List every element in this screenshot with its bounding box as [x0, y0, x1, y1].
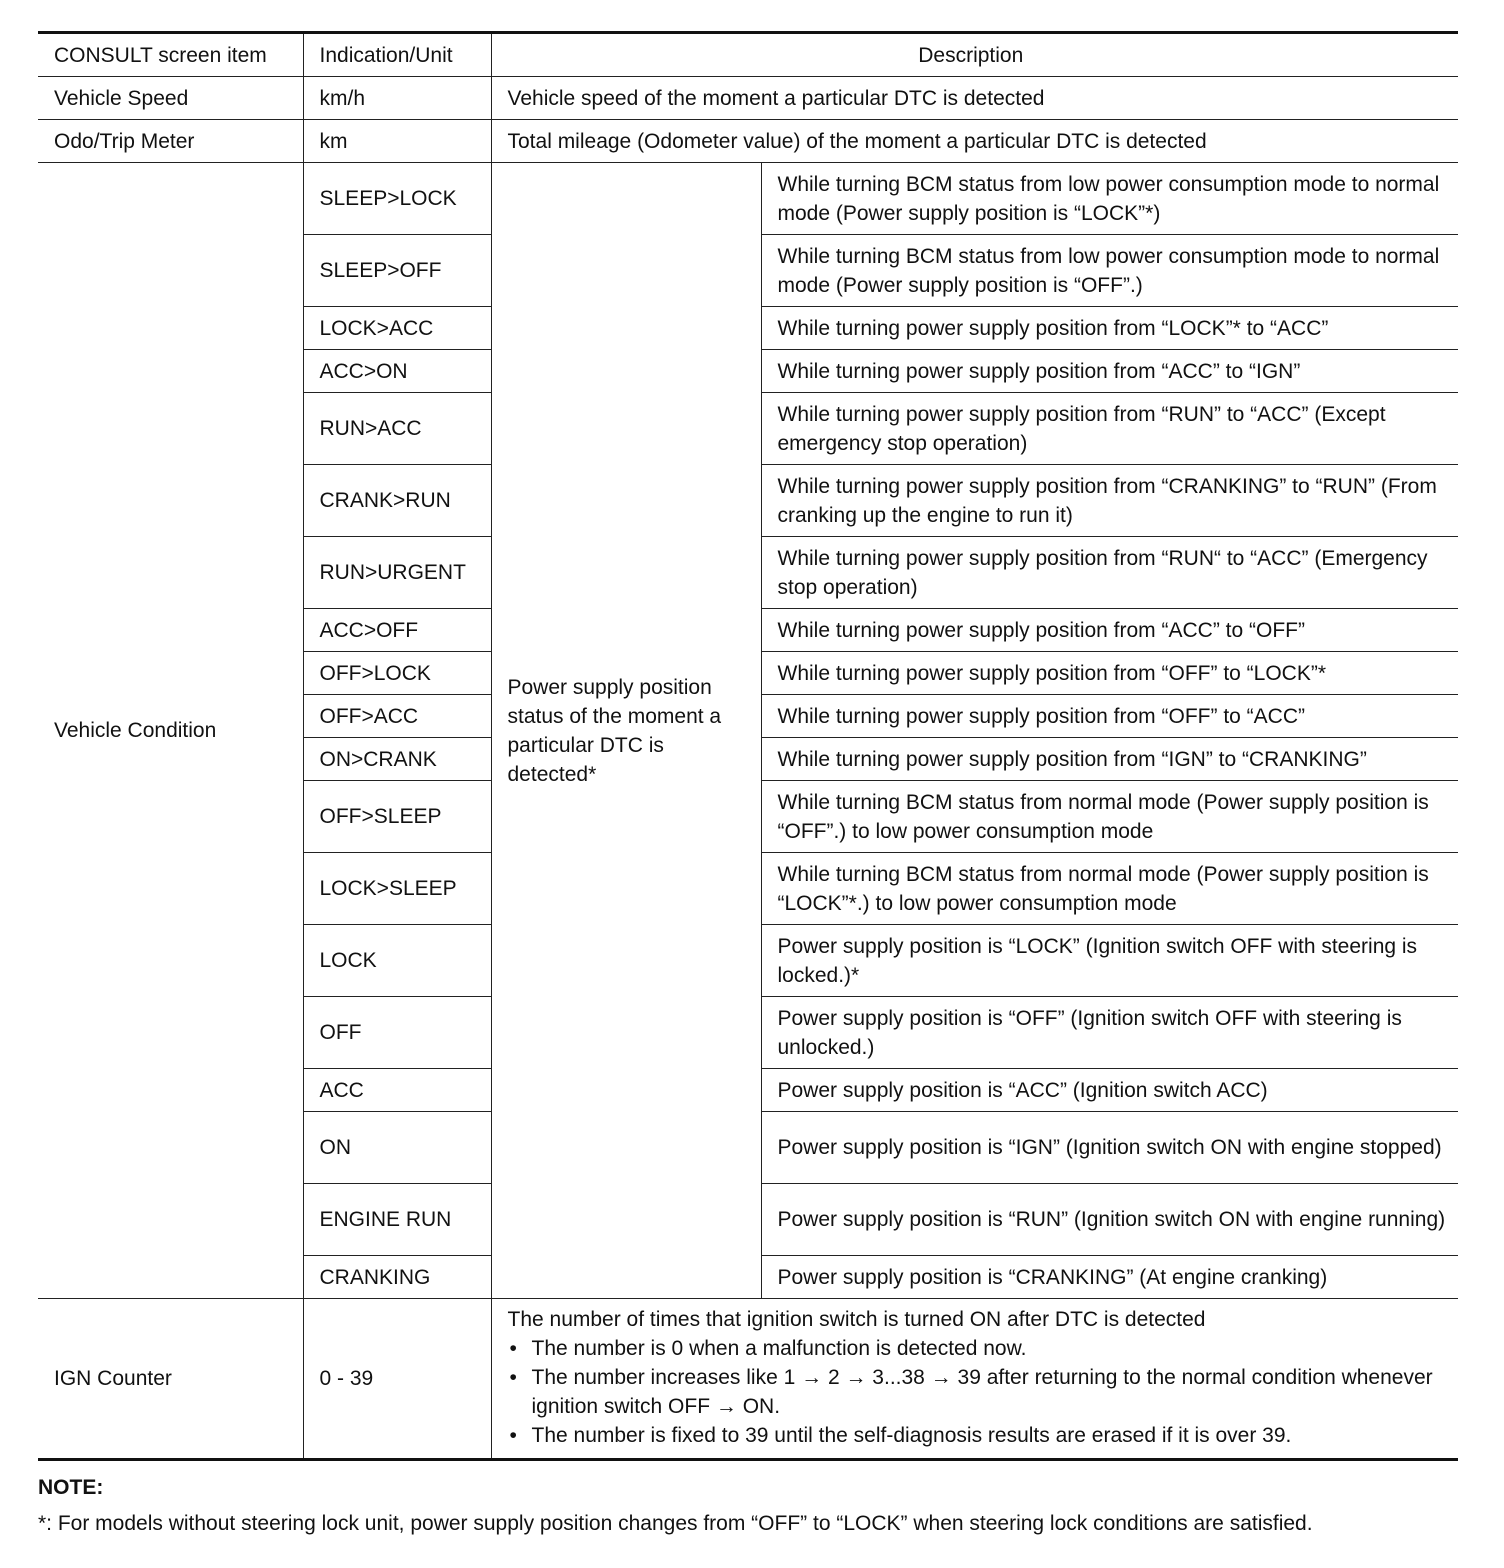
header-description: Description [491, 33, 1458, 77]
ign-counter-bullets [508, 1334, 1449, 1450]
unit-cell: LOCK>ACC [303, 307, 491, 350]
description-cell: While turning BCM status from low power consumption mode to normal mode (Power supply position is “LOCK”*) [761, 163, 1458, 235]
document [38, 31, 1458, 1539]
status-description-cell: Power supply position status of the moment a particular DTC is detected* [491, 163, 761, 1299]
note-title: NOTE: [38, 1476, 104, 1499]
table-row-ign-counter [38, 1299, 1458, 1460]
note-section [38, 1473, 1458, 1539]
bullet-item: • The number is fixed to 39 until the self-diagnosis results are erased if it is over 39. [508, 1421, 1449, 1450]
unit-cell: OFF [303, 997, 491, 1069]
unit-cell: ACC>OFF [303, 609, 491, 652]
description-cell: While turning power supply position from “ACC” to “IGN” [761, 350, 1458, 393]
table-row-vehicle-condition [38, 163, 1458, 235]
item-cell: Vehicle Speed [38, 77, 303, 120]
unit-cell: ACC [303, 1069, 491, 1112]
header-item: CONSULT screen item [38, 33, 303, 77]
unit-cell: SLEEP>LOCK [303, 163, 491, 235]
item-cell: IGN Counter [38, 1299, 303, 1460]
bullet-item: • The number increases like 1 → 2 → 3...38 → 39 after returning to the normal condition whenever ignition switch OFF → ON. [508, 1363, 1449, 1421]
unit-cell: LOCK>SLEEP [303, 853, 491, 925]
description-cell: While turning power supply position from “RUN“ to “ACC” (Emergency stop operation) [761, 537, 1458, 609]
unit-cell: CRANK>RUN [303, 465, 491, 537]
description-cell: Power supply position is “IGN” (Ignition switch ON with engine stopped) [761, 1112, 1458, 1184]
bullet-item: • The number is 0 when a malfunction is detected now. [508, 1334, 1449, 1363]
unit-cell: ON>CRANK [303, 738, 491, 781]
unit-cell: OFF>ACC [303, 695, 491, 738]
unit-cell: ON [303, 1112, 491, 1184]
unit-cell: LOCK [303, 925, 491, 997]
description-cell: While turning power supply position from “ACC” to “OFF” [761, 609, 1458, 652]
unit-cell: ACC>ON [303, 350, 491, 393]
description-cell: Power supply position is “LOCK” (Ignition switch OFF with steering is locked.)* [761, 925, 1458, 997]
unit-cell: km/h [303, 77, 491, 120]
unit-cell: RUN>URGENT [303, 537, 491, 609]
table-body [38, 77, 1458, 1460]
description-cell: While turning BCM status from normal mode (Power supply position is “LOCK”*.) to low power consumption mode [761, 853, 1458, 925]
description-cell: Power supply position is “CRANKING” (At engine cranking) [761, 1256, 1458, 1299]
description-cell: While turning power supply position from “RUN” to “ACC” (Except emergency stop operation) [761, 393, 1458, 465]
table-row [38, 120, 1458, 163]
unit-cell: SLEEP>OFF [303, 235, 491, 307]
unit-cell: km [303, 120, 491, 163]
unit-cell: ENGINE RUN [303, 1184, 491, 1256]
description-cell: While turning power supply position from “OFF” to “LOCK”* [761, 652, 1458, 695]
description-cell: While turning power supply position from “OFF” to “ACC” [761, 695, 1458, 738]
description-cell: Vehicle speed of the moment a particular DTC is detected [491, 77, 1458, 120]
item-cell: Odo/Trip Meter [38, 120, 303, 163]
unit-cell: OFF>SLEEP [303, 781, 491, 853]
unit-cell: OFF>LOCK [303, 652, 491, 695]
description-cell: Total mileage (Odometer value) of the moment a particular DTC is detected [491, 120, 1458, 163]
item-cell: Vehicle Condition [38, 163, 303, 1299]
description-cell: Power supply position is “OFF” (Ignition switch OFF with steering is unlocked.) [761, 997, 1458, 1069]
header-row [38, 33, 1458, 77]
description-cell: While turning power supply position from “CRANKING” to “RUN” (From cranking up the engine to run it) [761, 465, 1458, 537]
description-cell: Power supply position is “RUN” (Ignition switch ON with engine running) [761, 1184, 1458, 1256]
header-unit: Indication/Unit [303, 33, 491, 77]
table-row [38, 77, 1458, 120]
description-cell: While turning power supply position from “LOCK”* to “ACC” [761, 307, 1458, 350]
description-cell: While turning BCM status from low power consumption mode to normal mode (Power supply position is “OFF”.) [761, 235, 1458, 307]
unit-cell: CRANKING [303, 1256, 491, 1299]
note-text: *: For models without steering lock unit, power supply position changes from “OFF” to “LOCK” when steering lock conditions are satisfied. [38, 1512, 1313, 1535]
description-cell: While turning BCM status from normal mode (Power supply position is “OFF”.) to low power consumption mode [761, 781, 1458, 853]
unit-cell: RUN>ACC [303, 393, 491, 465]
ign-counter-intro: The number of times that ignition switch is turned ON after DTC is detected [507, 1308, 1206, 1331]
unit-cell: 0 - 39 [303, 1299, 491, 1460]
description-cell: Power supply position is “ACC” (Ignition switch ACC) [761, 1069, 1458, 1112]
description-cell [491, 1299, 1458, 1460]
description-cell: While turning power supply position from “IGN” to “CRANKING” [761, 738, 1458, 781]
consult-table [38, 31, 1458, 1461]
